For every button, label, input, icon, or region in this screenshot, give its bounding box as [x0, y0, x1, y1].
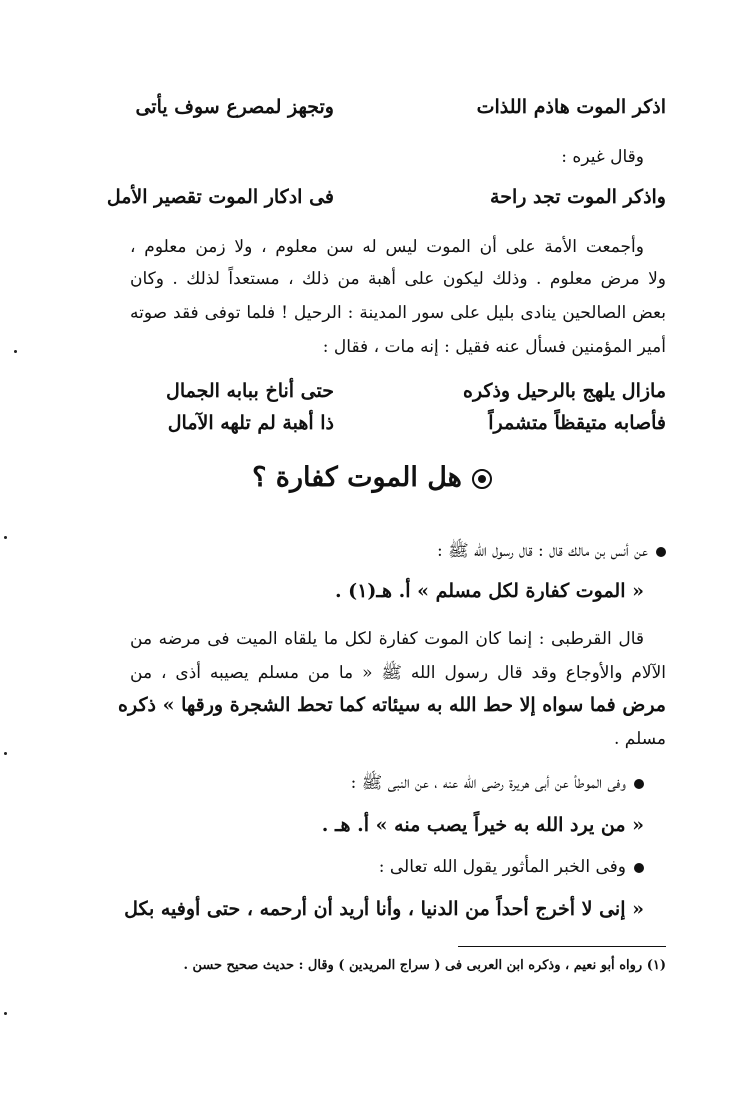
hadith-intro — [130, 536, 666, 566]
hadith-quote: « إنى لا أخرج أحداً من الدنيا ، وأنا أريد أن أرحمه ، حتى أوفيه بكل — [124, 898, 644, 920]
intro-text: وقال غيره : — [561, 147, 644, 167]
section-heading — [0, 462, 744, 493]
verse-hemistich-second: حتى أناخ ببابه الجمال — [166, 380, 334, 402]
hadith-intro-text: عن أنس بن مالك قال : قال رسول الله ﷺ : — [436, 541, 648, 561]
paragraph-line: ولا مرض معلوم . وذلك ليكون على أهبة من ذلك ، مستعداً لذلك . وكان — [130, 269, 666, 289]
hadith-intro-text: وفى الخبر المأثور يقول الله تعالى : — [378, 857, 626, 877]
scan-speck — [4, 1012, 7, 1015]
verse-hemistich-second: فى ادكار الموت تقصير الأمل — [106, 186, 334, 208]
bullet-icon — [634, 779, 644, 789]
hadith-quote: « من يرد الله به خيراً يصب منه » أ. هـ . — [321, 814, 644, 836]
verse-hemistich-first: فأصابه متيقظاً متشمراً — [488, 412, 666, 434]
poem-verse — [0, 186, 744, 218]
footnote: (١) رواه أبو نعيم ، وذكره ابن العربى فى ( سراج المريدين ) وقال : حديث صحيح حسن . — [183, 958, 666, 973]
poem-verse — [0, 412, 744, 444]
paragraph-line: الآلام والأوجاع وقد قال رسول الله ﷺ « ما من مسلم يصيبه أذى ، من — [130, 663, 666, 683]
paragraph-line: مرض فما سواه إلا حط الله به سيئاته كما تحط الشجرة ورقها » ذكره — [118, 694, 666, 716]
circle-bullet-icon — [472, 469, 492, 489]
paragraph-line: وأجمعت الأمة على أن الموت ليس له سن معلوم ، ولا زمن معلوم ، — [130, 237, 644, 257]
verse-hemistich-first: اذكر الموت هاذم اللذات — [476, 96, 666, 118]
paragraph-line: قال القرطبى : إنما كان الموت كفارة لكل ما يلقاه الميت فى مرضه من — [130, 629, 644, 649]
scan-speck — [4, 752, 7, 755]
verse-hemistich-first: مازال يلهج بالرحيل وذكره — [462, 380, 666, 402]
verse-hemistich-first: واذكر الموت تجد راحة — [490, 186, 666, 208]
bullet-icon — [656, 547, 666, 557]
section-heading-text: هل الموت كفارة ؟ — [252, 462, 462, 493]
poem-verse — [0, 96, 744, 128]
paragraph-line: أمير المؤمنين فسأل عنه فقيل : إنه مات ، فقال : — [322, 337, 666, 357]
poem-verse — [0, 380, 744, 412]
paragraph-line: بعض الصالحين ينادى بليل على سور المدينة : الرحيل ! فلما توفى فقد صوته — [130, 303, 666, 323]
hadith-intro — [130, 768, 644, 798]
verse-hemistich-second: ذا أهبة لم تلهه الآمال — [167, 412, 334, 434]
paragraph-line: مسلم . — [613, 729, 666, 749]
hadith-quote: « الموت كفارة لكل مسلم » أ. هـ(١) . — [334, 580, 644, 602]
scan-speck — [4, 536, 7, 539]
hadith-intro-text: وفى الموطأ عن أبى هريرة رضى الله عنه ، عن النبى ﷺ : — [350, 773, 626, 793]
bullet-icon — [634, 863, 644, 873]
verse-hemistich-second: وتجهز لمصرع سوف يأتى — [135, 96, 334, 118]
footnote-divider — [458, 946, 666, 947]
scan-speck — [14, 350, 17, 353]
hadith-intro — [130, 852, 644, 882]
